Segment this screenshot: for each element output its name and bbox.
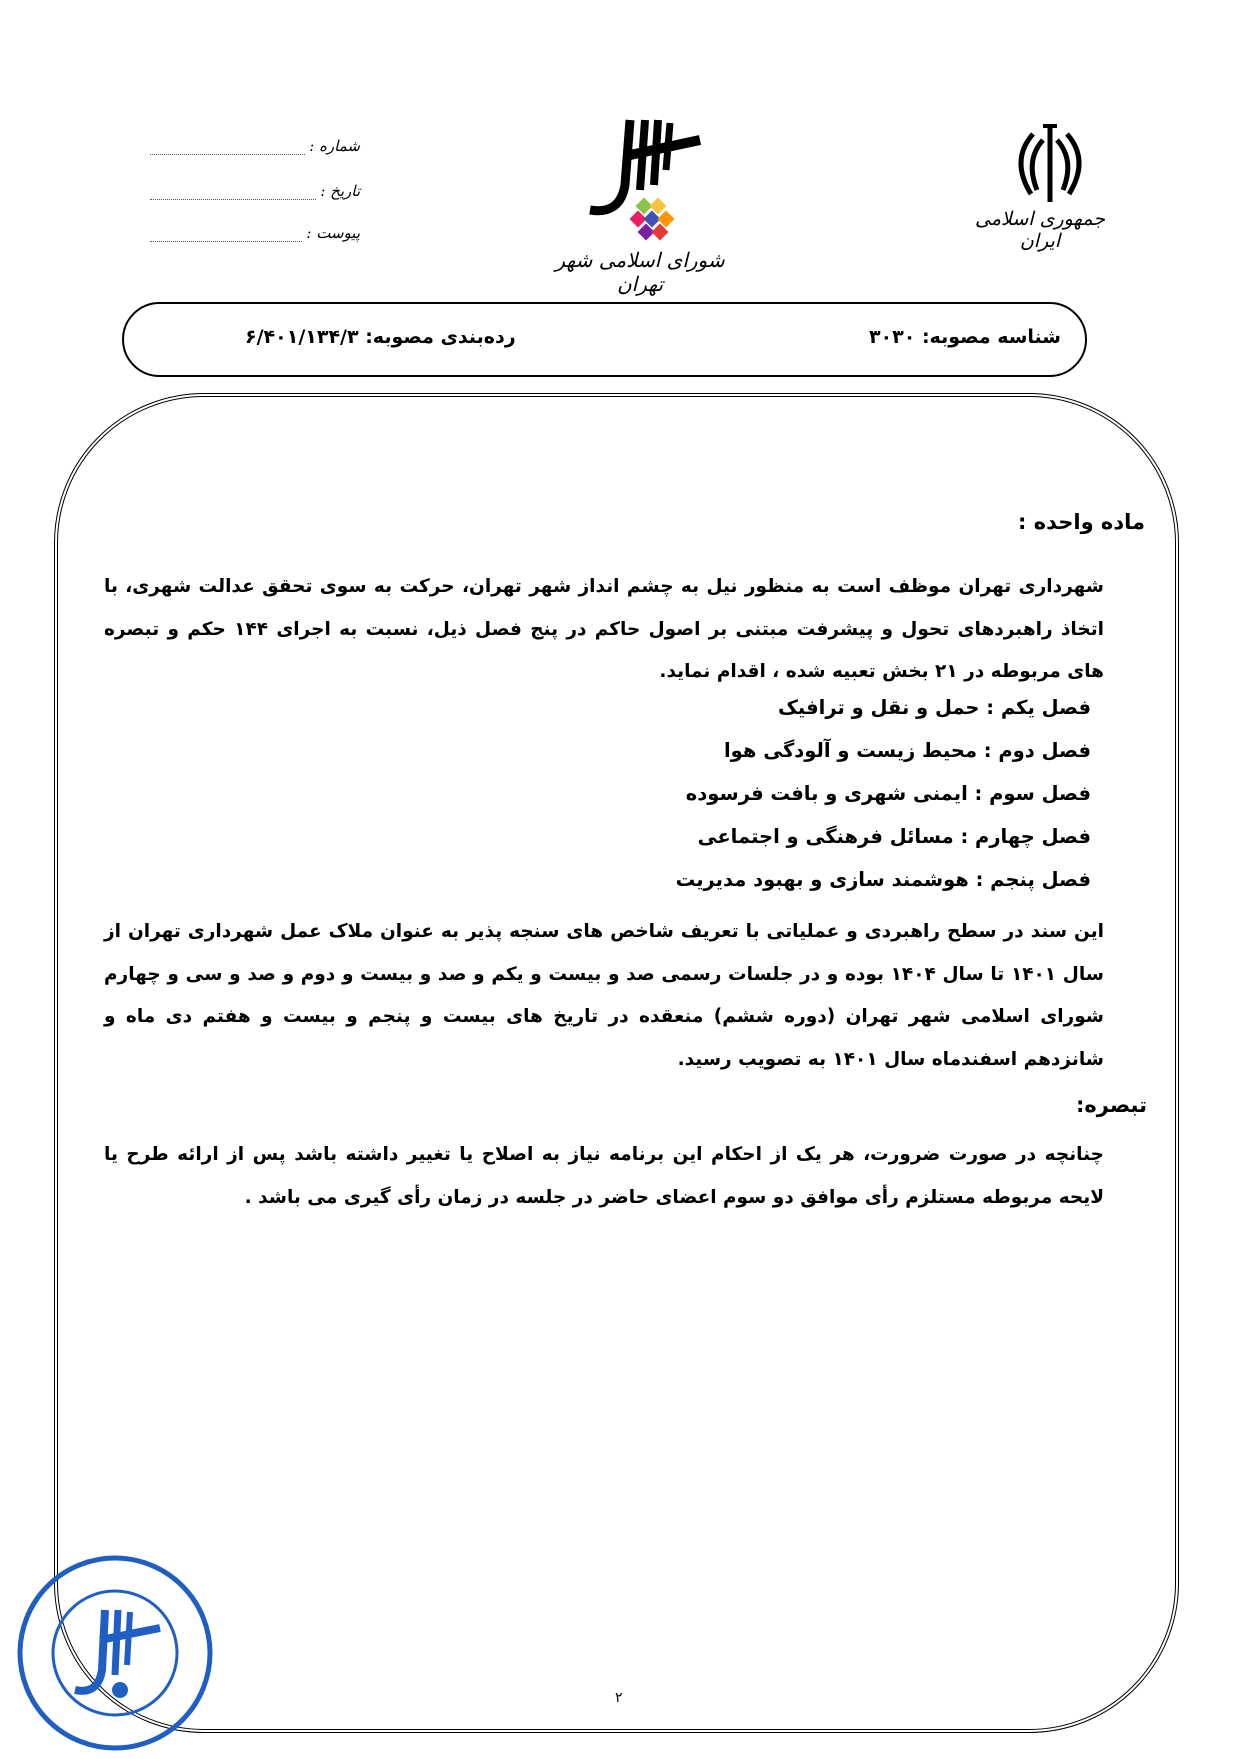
iran-emblem-icon [1000, 120, 1100, 214]
date-label: تاریخ : [320, 182, 360, 200]
note-title: تبصره: [1075, 1093, 1147, 1117]
chapter-2: فصل دوم : محیط زیست و آلودگی هوا [724, 739, 1091, 762]
note-text: چنانچه در صورت ضرورت، هر یک از احکام این برنامه نیاز به اصلاح یا تغییر داشته باشد پس از ارائه طرح یا لایحه مربوطه مستلزم رأی موافق دو سوم اعضای حاضر در جلسه در زمان رأی گیری می باشد . [104, 1144, 1104, 1208]
page-number: ۲ [615, 1690, 623, 1706]
resolution-classification: رده‌بندی مصوبه: ۶/۴۰۱/۱۳۴/۳ [245, 326, 516, 348]
paragraph-main: شهرداری تهران موظف است به منظور نیل به چشم انداز شهر تهران، حرکت به سوی تحقق عدالت شهری، با اتخاذ راهبردهای تحول و پیشرفت مبتنی بر اصول حاکم در پنج فصل ذیل، نسبت به اجرای ۱۴۴ حکم و تبصره های مربوطه در ۲۱ بخش تعبیه شده ، اقدام نماید. [104, 576, 1104, 682]
attachment-label: پیوست : [306, 224, 360, 242]
attachment-field [150, 224, 360, 242]
resolution-id: شناسه مصوبه: ۳۰۳۰ [868, 326, 1061, 348]
council-caption: شورای اسلامی شهر تهران [555, 248, 725, 296]
chapter-5: فصل پنجم : هوشمند سازی و بهبود مدیریت [675, 868, 1091, 891]
council-stamp-icon [10, 1550, 220, 1755]
chapter-3: فصل سوم : ایمنی شهری و بافت فرسوده [685, 782, 1091, 805]
chapter-1: فصل یکم : حمل و نقل و ترافیک [777, 696, 1091, 719]
emblem-caption: جمهوری اسلامی ایران [975, 208, 1105, 252]
document-title: ماده واحده : [1018, 510, 1145, 534]
chapter-4: فصل چهارم : مسائل فرهنگی و اجتماعی [697, 825, 1091, 848]
number-field [150, 137, 360, 155]
paragraph-approval: این سند در سطح راهبردی و عملیاتی با تعریف شاخص های سنجه پذیر به عنوان ملاک عمل شهرداری تهران از سال ۱۴۰۱ تا سال ۱۴۰۴ بوده و در جلسات رسمی صد و بیست و یکم و صد و بیست و دوم و صد و سی و چهارم شورای اسلامی شهر تهران (دوره ششم) منعقده در تاریخ های بیست و پنجم و بیست و هفتم دی ماه و شانزدهم اسفندماه سال ۱۴۰۱ به تصویب رسید. [104, 921, 1104, 1070]
number-label: شماره : [309, 137, 360, 155]
date-field [150, 182, 360, 200]
tehran-council-logo-icon [570, 115, 720, 265]
